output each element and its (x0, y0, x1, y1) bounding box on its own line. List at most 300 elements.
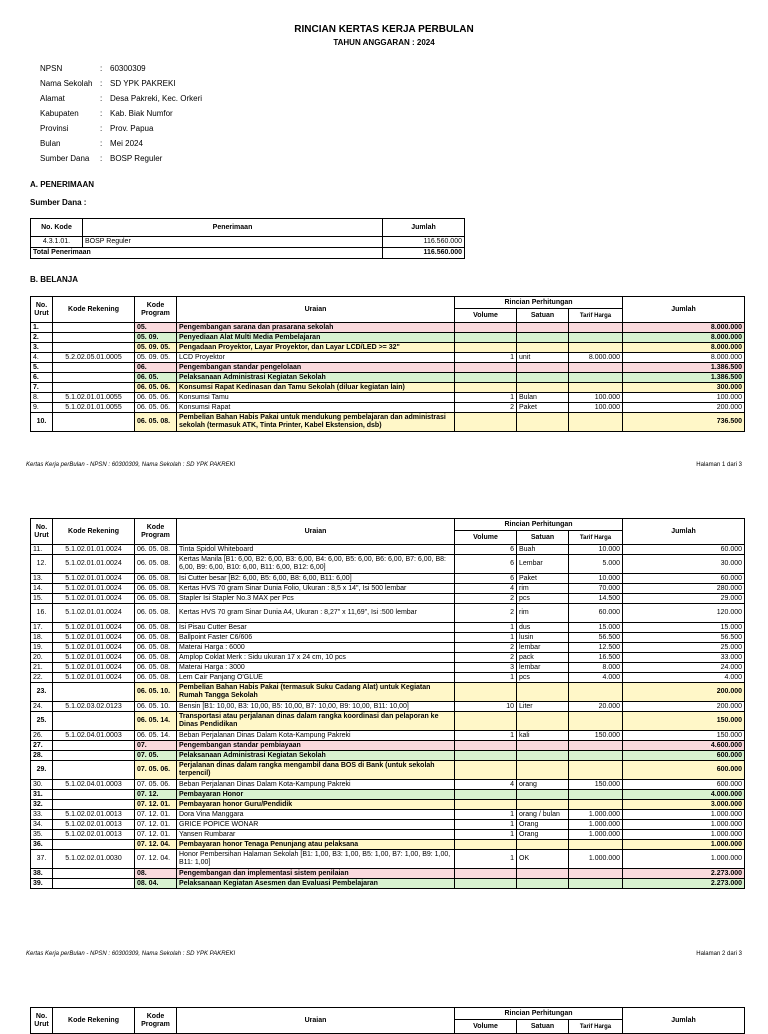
row-no: 32. (31, 800, 53, 810)
row-satuan (517, 323, 569, 333)
row-kode-program: 07. 05. 06. (135, 761, 177, 780)
row-tarif: 5.000 (569, 555, 623, 574)
row-kode-rekening: 5.1.02.01.01.0024 (53, 555, 135, 574)
row-satuan: pcs (517, 594, 569, 604)
row-jumlah: 1.386.500 (623, 373, 745, 383)
row-kode-program: 06. 05. 06. (135, 383, 177, 393)
row-jumlah: 60.000 (623, 574, 745, 584)
table-row (31, 850, 745, 869)
row-no: 27. (31, 741, 53, 751)
footer-page-2-right: Halaman 2 dari 3 (696, 951, 742, 957)
row-no: 10. (31, 413, 53, 432)
header-rincian: Rincian Perhitungan (455, 297, 623, 309)
header-tarif: Tarif Harga (569, 309, 623, 323)
row-uraian: Pengadaan Proyektor, Layar Proyektor, dan Layar LCD/LED >= 32" (177, 343, 455, 353)
row-uraian: Kertas HVS 70 gram Sinar Dunia Folio, Ukuran : 8,5 x 14", Isi 500 lembar (177, 584, 455, 594)
row-kode-rekening: 5.1.02.01.01.0024 (53, 604, 135, 623)
penerimaan-jumlah: 116.560.000 (383, 237, 465, 248)
row-kode-rekening (53, 363, 135, 373)
row-no: 14. (31, 584, 53, 594)
table-row (31, 702, 745, 712)
row-volume (455, 879, 517, 889)
row-uraian: Materai Harga : 3000 (177, 663, 455, 673)
row-satuan (517, 383, 569, 393)
header-kode-program: Kode Program (135, 1008, 177, 1034)
row-kode-program: 06. 05. 08. (135, 545, 177, 555)
row-volume: 1 (455, 810, 517, 820)
header-tarif: Tarif Harga (569, 1020, 623, 1034)
row-satuan: orang (517, 780, 569, 790)
table-row (31, 643, 745, 653)
row-kode-program: 06. (135, 363, 177, 373)
row-uraian: Konsumsi Rapat Kedinasan dan Tamu Sekolah (diluar kegiatan lain) (177, 383, 455, 393)
row-volume: 1 (455, 830, 517, 840)
row-volume: 2 (455, 403, 517, 413)
row-kode-program: 08. (135, 869, 177, 879)
row-uraian: Pengembangan sarana dan prasarana sekolah (177, 323, 455, 333)
row-uraian: Perjalanan dinas dalam rangka mengambil dana BOS di Bank (untuk sekolah terpencil) (177, 761, 455, 780)
info-colon: : (100, 64, 103, 73)
row-tarif: 150.000 (569, 731, 623, 741)
table-row (31, 594, 745, 604)
row-uraian: Tinta Spidol Whiteboard (177, 545, 455, 555)
info-label: Alamat (40, 94, 65, 103)
row-kode-rekening (53, 790, 135, 800)
row-jumlah: 8.000.000 (623, 323, 745, 333)
row-jumlah: 600.000 (623, 761, 745, 780)
row-no: 25. (31, 712, 53, 731)
row-kode-program: 07. 12. (135, 790, 177, 800)
sumber-dana-label: Sumber Dana : (30, 198, 87, 207)
row-no: 20. (31, 653, 53, 663)
info-row (40, 124, 202, 139)
row-satuan: kali (517, 731, 569, 741)
row-volume: 1 (455, 820, 517, 830)
info-row (40, 79, 202, 94)
row-tarif: 10.000 (569, 545, 623, 555)
header-satuan: Satuan (517, 1020, 569, 1034)
row-tarif (569, 751, 623, 761)
table-row (31, 604, 745, 623)
info-label: Bulan (40, 139, 61, 148)
row-no: 7. (31, 383, 53, 393)
row-jumlah: 8.000.000 (623, 333, 745, 343)
row-tarif: 14.500 (569, 594, 623, 604)
row-tarif: 12.500 (569, 643, 623, 653)
row-kode-program: 06. 05. 14. (135, 712, 177, 731)
row-uraian: Pembelian Bahan Habis Pakai untuk mendukung pembelajaran dan administrasi sekolah (termasuk ATK, Tinta Printer, Kabel Ekstension, dsb) (177, 413, 455, 432)
row-kode-program: 06. 05. 08. (135, 643, 177, 653)
row-no: 18. (31, 633, 53, 643)
row-satuan: lembar (517, 643, 569, 653)
school-info (40, 64, 202, 169)
row-tarif (569, 741, 623, 751)
row-jumlah: 736.500 (623, 413, 745, 432)
row-satuan (517, 879, 569, 889)
info-row (40, 94, 202, 109)
header-uraian: Uraian (177, 1008, 455, 1034)
row-jumlah: 150.000 (623, 731, 745, 741)
table-row (31, 584, 745, 594)
row-satuan (517, 790, 569, 800)
row-volume: 6 (455, 555, 517, 574)
info-value: SD YPK PAKREKI (110, 79, 176, 88)
row-no: 13. (31, 574, 53, 584)
row-jumlah: 1.000.000 (623, 830, 745, 840)
row-kode-rekening (53, 343, 135, 353)
row-kode-program: 07. 12. 01. (135, 830, 177, 840)
row-no: 4. (31, 353, 53, 363)
row-jumlah: 150.000 (623, 712, 745, 731)
header-no-kode: No. Kode (31, 219, 83, 237)
row-uraian: Pengembangan dan implementasi sistem penilaian (177, 869, 455, 879)
table-row (31, 413, 745, 432)
table-row (31, 830, 745, 840)
row-no: 15. (31, 594, 53, 604)
row-satuan: Bulan (517, 393, 569, 403)
table-row (31, 780, 745, 790)
info-row (40, 64, 202, 79)
row-kode-program: 06. 05. 08. (135, 413, 177, 432)
table-row (31, 869, 745, 879)
header-jumlah: Jumlah (623, 519, 745, 545)
row-tarif (569, 373, 623, 383)
row-kode-rekening (53, 751, 135, 761)
row-kode-rekening (53, 413, 135, 432)
row-jumlah: 120.000 (623, 604, 745, 623)
row-jumlah: 1.386.500 (623, 363, 745, 373)
table-row (31, 731, 745, 741)
row-volume (455, 373, 517, 383)
info-label: NPSN (40, 64, 63, 73)
table-row (31, 790, 745, 800)
table-row (31, 673, 745, 683)
row-tarif: 100.000 (569, 403, 623, 413)
row-jumlah: 24.000 (623, 663, 745, 673)
row-tarif (569, 323, 623, 333)
row-jumlah: 4.000.000 (623, 790, 745, 800)
row-tarif (569, 869, 623, 879)
row-uraian: Pembayaran honor Guru/Pendidik (177, 800, 455, 810)
row-kode-program: 07. 12. 04. (135, 840, 177, 850)
row-uraian: Isi Cutter besar [B2: 6,00, B5: 6,00, B8: 6,00, B11: 6,00] (177, 574, 455, 584)
row-tarif: 100.000 (569, 393, 623, 403)
row-uraian: GRICE POPICE WONAR (177, 820, 455, 830)
header-volume: Volume (455, 309, 517, 323)
row-kode-rekening (53, 333, 135, 343)
row-no: 16. (31, 604, 53, 623)
total-penerimaan-value: 116.560.000 (383, 248, 465, 259)
footer-page-1-right: Halaman 1 dari 3 (696, 462, 742, 468)
row-tarif (569, 761, 623, 780)
table-row (31, 820, 745, 830)
info-label: Kabupaten (40, 109, 79, 118)
row-kode-rekening: 5.1.02.01.01.0024 (53, 623, 135, 633)
row-no: 34. (31, 820, 53, 830)
row-volume: 3 (455, 663, 517, 673)
row-no: 2. (31, 333, 53, 343)
row-kode-program: 06. 05. 08. (135, 574, 177, 584)
row-kode-rekening: 5.1.02.01.01.0024 (53, 653, 135, 663)
row-no: 12. (31, 555, 53, 574)
row-uraian: Dora Vina Manggara (177, 810, 455, 820)
row-volume (455, 741, 517, 751)
row-jumlah: 2.273.000 (623, 879, 745, 889)
row-jumlah: 280.000 (623, 584, 745, 594)
row-satuan (517, 413, 569, 432)
row-no: 22. (31, 673, 53, 683)
header-rincian: Rincian Perhitungan (455, 1008, 623, 1020)
row-volume: 1 (455, 353, 517, 363)
row-kode-rekening: 5.1.02.03.02.0123 (53, 702, 135, 712)
penerimaan-table (30, 218, 465, 259)
row-jumlah: 8.000.000 (623, 353, 745, 363)
row-no: 26. (31, 731, 53, 741)
row-kode-program: 06. 05. 08. (135, 623, 177, 633)
row-satuan: rim (517, 604, 569, 623)
row-kode-rekening: 5.1.02.02.01.0030 (53, 850, 135, 869)
row-jumlah: 1.000.000 (623, 840, 745, 850)
belanja-table-page-2 (30, 518, 745, 889)
row-tarif: 1.000.000 (569, 850, 623, 869)
row-satuan (517, 751, 569, 761)
row-kode-rekening: 5.1.02.02.01.0013 (53, 810, 135, 820)
row-uraian: Pembayaran honor Tenaga Penunjang atau pelaksana (177, 840, 455, 850)
table-row (31, 653, 745, 663)
info-label: Provinsi (40, 124, 69, 133)
row-volume: 1 (455, 633, 517, 643)
row-uraian: Ballpoint Faster C6/606 (177, 633, 455, 643)
row-tarif: 8.000.000 (569, 353, 623, 363)
table-row (31, 761, 745, 780)
row-uraian: Konsumsi Rapat (177, 403, 455, 413)
row-kode-program: 06. 05. 14. (135, 731, 177, 741)
row-satuan (517, 800, 569, 810)
row-volume: 1 (455, 673, 517, 683)
header-no-urut: No. Urut (31, 519, 53, 545)
row-tarif (569, 333, 623, 343)
info-value: Prov. Papua (110, 124, 154, 133)
row-volume: 10 (455, 702, 517, 712)
header-kode-rekening: Kode Rekening (53, 519, 135, 545)
row-satuan (517, 840, 569, 850)
row-no: 31. (31, 790, 53, 800)
row-tarif: 1.000.000 (569, 820, 623, 830)
row-satuan (517, 712, 569, 731)
row-satuan: Orang (517, 830, 569, 840)
row-no: 23. (31, 683, 53, 702)
row-no: 17. (31, 623, 53, 633)
row-volume: 2 (455, 604, 517, 623)
row-kode-program: 06. 05. 06. (135, 403, 177, 413)
row-kode-program: 06. 05. (135, 373, 177, 383)
row-uraian: Stapler Isi Stapler No.3 MAX per Pcs (177, 594, 455, 604)
table-row (31, 741, 745, 751)
row-jumlah: 1.000.000 (623, 820, 745, 830)
row-kode-program: 05. 09. 05. (135, 343, 177, 353)
row-no: 39. (31, 879, 53, 889)
row-kode-program: 06. 05. 06. (135, 393, 177, 403)
belanja-table-page-3 (30, 1007, 745, 1034)
row-kode-rekening: 5.1.02.01.01.0024 (53, 584, 135, 594)
row-jumlah: 15.000 (623, 623, 745, 633)
footer-page-1-left: Kertas Kerja perBulan - NPSN : 60300309, Nama Sekolah : SD YPK PAKREKI (26, 462, 236, 468)
row-jumlah: 600.000 (623, 780, 745, 790)
row-kode-rekening: 5.1.02.01.01.0024 (53, 663, 135, 673)
row-no: 11. (31, 545, 53, 555)
row-kode-program: 07. 12. 01. (135, 800, 177, 810)
row-volume (455, 751, 517, 761)
row-volume: 2 (455, 653, 517, 663)
section-penerimaan-heading: A. PENERIMAAN (30, 180, 95, 189)
header-kode-program: Kode Program (135, 297, 177, 323)
info-colon: : (100, 124, 103, 133)
info-colon: : (100, 79, 103, 88)
row-uraian: Pembayaran Honor (177, 790, 455, 800)
row-tarif (569, 343, 623, 353)
row-uraian: Pelaksanaan Administrasi Kegiatan Sekolah (177, 373, 455, 383)
row-volume (455, 343, 517, 353)
row-jumlah: 600.000 (623, 751, 745, 761)
row-kode-program: 08. 04. (135, 879, 177, 889)
row-volume: 1 (455, 731, 517, 741)
row-satuan (517, 363, 569, 373)
row-kode-rekening: 5.1.02.02.01.0013 (53, 820, 135, 830)
row-no: 9. (31, 403, 53, 413)
row-tarif: 20.000 (569, 702, 623, 712)
row-volume (455, 363, 517, 373)
row-satuan: Lembar (517, 555, 569, 574)
row-uraian: Yansen Rumbarar (177, 830, 455, 840)
header-uraian: Uraian (177, 519, 455, 545)
table-row (31, 879, 745, 889)
row-volume: 2 (455, 594, 517, 604)
row-kode-program: 07. 12. 04. (135, 850, 177, 869)
row-kode-rekening (53, 879, 135, 889)
row-kode-program: 07. 05. 06. (135, 780, 177, 790)
row-kode-rekening: 5.1.02.02.01.0013 (53, 830, 135, 840)
row-jumlah: 200.000 (623, 702, 745, 712)
row-uraian: Lem Cair Panjang O'GLUE (177, 673, 455, 683)
row-satuan: Liter (517, 702, 569, 712)
row-uraian: Penyediaan Alat Multi Media Pembelajaran (177, 333, 455, 343)
info-value: Mei 2024 (110, 139, 143, 148)
row-kode-rekening (53, 383, 135, 393)
row-volume: 4 (455, 780, 517, 790)
row-tarif: 15.000 (569, 623, 623, 633)
row-satuan (517, 869, 569, 879)
table-row (31, 363, 745, 373)
header-tarif: Tarif Harga (569, 531, 623, 545)
row-volume (455, 333, 517, 343)
row-tarif: 4.000 (569, 673, 623, 683)
row-kode-rekening: 5.1.02.01.01.0024 (53, 633, 135, 643)
row-kode-rekening (53, 373, 135, 383)
row-uraian: LCD Proyektor (177, 353, 455, 363)
header-rincian: Rincian Perhitungan (455, 519, 623, 531)
header-volume: Volume (455, 1020, 517, 1034)
row-volume: 6 (455, 574, 517, 584)
row-satuan: OK (517, 850, 569, 869)
row-uraian: Beban Perjalanan Dinas Dalam Kota-Kampung Pakreki (177, 780, 455, 790)
row-uraian: Amplop Coklat Merk : Sidu ukuran 17 x 24 cm, 10 pcs (177, 653, 455, 663)
row-uraian: Pembelian Bahan Habis Pakai (termasuk Suku Cadang Alat) untuk Kegiatan Rumah Tangga Sekolah (177, 683, 455, 702)
row-kode-rekening (53, 712, 135, 731)
row-jumlah: 29.000 (623, 594, 745, 604)
row-volume (455, 323, 517, 333)
table-row (31, 403, 745, 413)
header-penerimaan: Penerimaan (83, 219, 383, 237)
row-tarif: 150.000 (569, 780, 623, 790)
row-volume (455, 683, 517, 702)
row-kode-rekening: 5.1.02.04.01.0003 (53, 731, 135, 741)
row-jumlah: 100.000 (623, 393, 745, 403)
row-kode-program: 06. 05. 08. (135, 555, 177, 574)
table-row (31, 545, 745, 555)
header-jumlah: Jumlah (623, 1008, 745, 1034)
row-satuan: pack (517, 653, 569, 663)
row-satuan: lembar (517, 663, 569, 673)
header-no-urut: No. Urut (31, 297, 53, 323)
document-title: RINCIAN KERTAS KERJA PERBULAN (294, 24, 474, 35)
row-no: 8. (31, 393, 53, 403)
row-kode-program: 07. 05. (135, 751, 177, 761)
row-volume: 4 (455, 584, 517, 594)
row-satuan: lusin (517, 633, 569, 643)
row-no: 19. (31, 643, 53, 653)
row-kode-program: 06. 05. 10. (135, 702, 177, 712)
table-row (31, 323, 745, 333)
row-volume (455, 840, 517, 850)
row-tarif (569, 413, 623, 432)
header-jumlah: Jumlah (383, 219, 465, 237)
row-uraian: Bensin [B1: 10,00, B3: 10,00, B5: 10,00, B7: 10,00, B9: 10,00, B11: 10,00] (177, 702, 455, 712)
row-volume: 2 (455, 643, 517, 653)
row-satuan: orang / bulan (517, 810, 569, 820)
row-jumlah: 3.000.000 (623, 800, 745, 810)
row-volume (455, 413, 517, 432)
row-jumlah: 60.000 (623, 545, 745, 555)
row-kode-program: 06. 05. 08. (135, 673, 177, 683)
row-kode-rekening: 5.1.02.04.01.0003 (53, 780, 135, 790)
row-volume: 1 (455, 850, 517, 869)
row-tarif: 16.500 (569, 653, 623, 663)
row-no: 24. (31, 702, 53, 712)
row-kode-rekening (53, 840, 135, 850)
row-kode-rekening: 5.1.02.01.01.0024 (53, 594, 135, 604)
table-row (31, 810, 745, 820)
row-jumlah: 200.000 (623, 403, 745, 413)
row-kode-program: 06. 05. 10. (135, 683, 177, 702)
header-satuan: Satuan (517, 309, 569, 323)
row-tarif (569, 383, 623, 393)
header-kode-program: Kode Program (135, 519, 177, 545)
row-kode-rekening (53, 741, 135, 751)
row-tarif (569, 790, 623, 800)
row-jumlah: 4.600.000 (623, 741, 745, 751)
row-kode-rekening: 5.1.02.01.01.0055 (53, 393, 135, 403)
row-no: 5. (31, 363, 53, 373)
table-row (31, 373, 745, 383)
row-kode-program: 07. 12. 01. (135, 810, 177, 820)
row-volume (455, 761, 517, 780)
row-no: 1. (31, 323, 53, 333)
row-kode-rekening: 5.1.02.01.01.0055 (53, 403, 135, 413)
row-uraian: Pelaksanaan Administrasi Kegiatan Sekolah (177, 751, 455, 761)
row-no: 6. (31, 373, 53, 383)
info-value: Desa Pakreki, Kec. Orkeri (110, 94, 203, 103)
document-subtitle: TAHUN ANGGARAN : 2024 (333, 38, 435, 47)
